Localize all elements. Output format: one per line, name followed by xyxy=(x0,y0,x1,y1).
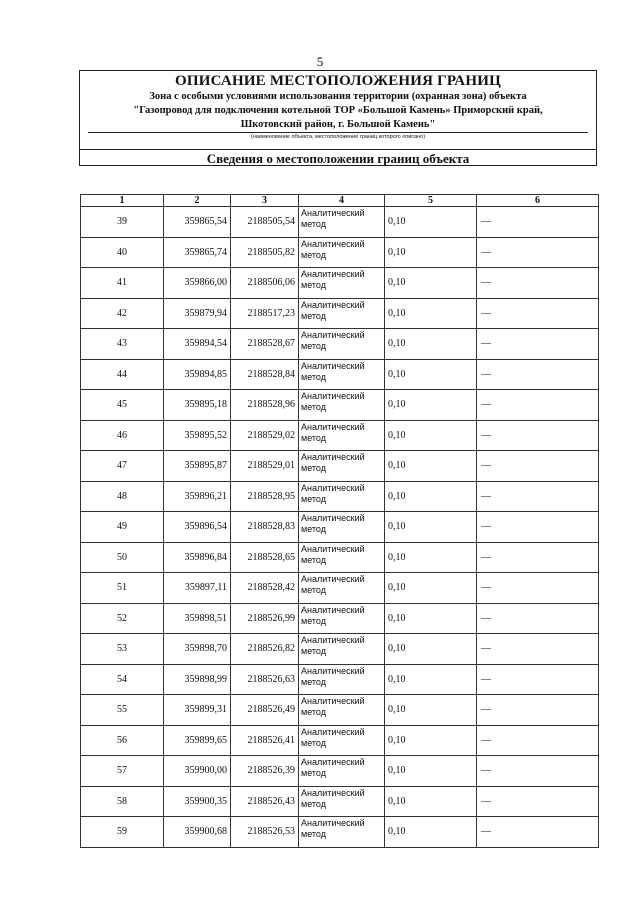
x-coordinate-cell: 359899,31 xyxy=(164,695,231,726)
accuracy-cell: 0,10 xyxy=(385,756,477,787)
description-cell xyxy=(477,451,599,482)
description-cell xyxy=(477,481,599,512)
point-number-cell: 55 xyxy=(81,695,164,726)
x-coordinate-cell: 359898,51 xyxy=(164,603,231,634)
x-coordinate-cell: 359894,54 xyxy=(164,329,231,360)
description-cell xyxy=(477,756,599,787)
method-cell: Аналитический метод xyxy=(299,756,385,787)
y-coordinate-cell: 2188526,99 xyxy=(231,603,299,634)
description-cell xyxy=(477,603,599,634)
x-coordinate-cell: 359900,68 xyxy=(164,817,231,848)
object-description-line-2: "Газопровод для подключения котельной ТОР «Большой Камень» Приморский край, xyxy=(133,105,543,116)
description-cell xyxy=(477,359,599,390)
method-cell: Аналитический метод xyxy=(299,512,385,543)
column-header-4: 4 xyxy=(299,195,385,207)
method-cell: Аналитический метод xyxy=(299,237,385,268)
table-row xyxy=(81,420,599,451)
table-row xyxy=(81,268,599,299)
point-number-cell: 51 xyxy=(81,573,164,604)
method-cell: Аналитический метод xyxy=(299,359,385,390)
method-cell: Аналитический метод xyxy=(299,664,385,695)
dash-mark: — xyxy=(481,246,491,258)
x-coordinate-cell: 359866,00 xyxy=(164,268,231,299)
y-coordinate-cell: 2188505,82 xyxy=(231,237,299,268)
accuracy-cell: 0,10 xyxy=(385,451,477,482)
dash-mark: — xyxy=(481,704,491,716)
method-cell: Аналитический метод xyxy=(299,695,385,726)
method-cell: Аналитический метод xyxy=(299,634,385,665)
y-coordinate-cell: 2188526,49 xyxy=(231,695,299,726)
description-cell xyxy=(477,542,599,573)
point-number-cell: 50 xyxy=(81,542,164,573)
accuracy-cell: 0,10 xyxy=(385,268,477,299)
y-coordinate-cell: 2188528,42 xyxy=(231,573,299,604)
accuracy-cell: 0,10 xyxy=(385,603,477,634)
y-coordinate-cell: 2188526,82 xyxy=(231,634,299,665)
dash-mark: — xyxy=(481,826,491,838)
method-cell: Аналитический метод xyxy=(299,451,385,482)
x-coordinate-cell: 359898,70 xyxy=(164,634,231,665)
point-number-cell: 43 xyxy=(81,329,164,360)
accuracy-cell: 0,10 xyxy=(385,695,477,726)
method-cell: Аналитический метод xyxy=(299,420,385,451)
point-number-cell: 39 xyxy=(81,207,164,238)
table-row xyxy=(81,725,599,756)
accuracy-cell: 0,10 xyxy=(385,359,477,390)
dash-mark: — xyxy=(481,216,491,228)
y-coordinate-cell: 2188526,53 xyxy=(231,817,299,848)
table-row xyxy=(81,817,599,848)
document-header xyxy=(79,70,597,166)
table-row xyxy=(81,573,599,604)
x-coordinate-cell: 359896,21 xyxy=(164,481,231,512)
accuracy-cell: 0,10 xyxy=(385,634,477,665)
accuracy-cell: 0,10 xyxy=(385,390,477,421)
method-cell: Аналитический метод xyxy=(299,390,385,421)
y-coordinate-cell: 2188528,65 xyxy=(231,542,299,573)
y-coordinate-cell: 2188526,41 xyxy=(231,725,299,756)
x-coordinate-cell: 359896,84 xyxy=(164,542,231,573)
y-coordinate-cell: 2188528,83 xyxy=(231,512,299,543)
y-coordinate-cell: 2188529,02 xyxy=(231,420,299,451)
dash-mark: — xyxy=(481,734,491,746)
x-coordinate-cell: 359895,87 xyxy=(164,451,231,482)
accuracy-cell: 0,10 xyxy=(385,725,477,756)
y-coordinate-cell: 2188505,54 xyxy=(231,207,299,238)
x-coordinate-cell: 359895,18 xyxy=(164,390,231,421)
description-cell xyxy=(477,390,599,421)
dash-mark: — xyxy=(481,643,491,655)
y-coordinate-cell: 2188528,95 xyxy=(231,481,299,512)
dash-mark: — xyxy=(481,338,491,350)
y-coordinate-cell: 2188526,43 xyxy=(231,786,299,817)
x-coordinate-cell: 359900,35 xyxy=(164,786,231,817)
description-cell xyxy=(477,329,599,360)
description-cell xyxy=(477,298,599,329)
column-header-5: 5 xyxy=(385,195,477,207)
object-name-underline xyxy=(88,118,588,133)
accuracy-cell: 0,10 xyxy=(385,207,477,238)
point-number-cell: 56 xyxy=(81,725,164,756)
accuracy-cell: 0,10 xyxy=(385,542,477,573)
method-cell: Аналитический метод xyxy=(299,603,385,634)
method-cell: Аналитический метод xyxy=(299,481,385,512)
point-number-cell: 53 xyxy=(81,634,164,665)
object-description-line-3: Шкотовский район, г. Большой Камень" xyxy=(240,119,436,130)
document-title: ОПИСАНИЕ МЕСТОПОЛОЖЕНИЯ ГРАНИЦ xyxy=(175,73,501,89)
y-coordinate-cell: 2188528,96 xyxy=(231,390,299,421)
table-row xyxy=(81,512,599,543)
point-number-cell: 40 xyxy=(81,237,164,268)
description-cell xyxy=(477,420,599,451)
point-number-cell: 48 xyxy=(81,481,164,512)
table-row xyxy=(81,664,599,695)
x-coordinate-cell: 359894,85 xyxy=(164,359,231,390)
point-number-cell: 42 xyxy=(81,298,164,329)
point-number-cell: 44 xyxy=(81,359,164,390)
dash-mark: — xyxy=(481,368,491,380)
y-coordinate-cell: 2188517,23 xyxy=(231,298,299,329)
table-row xyxy=(81,390,599,421)
description-cell xyxy=(477,573,599,604)
method-cell: Аналитический метод xyxy=(299,786,385,817)
description-cell xyxy=(477,786,599,817)
x-coordinate-cell: 359900,00 xyxy=(164,756,231,787)
column-header-1: 1 xyxy=(81,195,164,207)
accuracy-cell: 0,10 xyxy=(385,664,477,695)
table-row xyxy=(81,603,599,634)
dash-mark: — xyxy=(481,551,491,563)
dash-mark: — xyxy=(481,673,491,685)
description-cell xyxy=(477,725,599,756)
table-row xyxy=(81,207,599,238)
coordinates-table xyxy=(80,194,599,848)
table-row xyxy=(81,237,599,268)
method-cell: Аналитический метод xyxy=(299,207,385,238)
table-row xyxy=(81,359,599,390)
y-coordinate-cell: 2188526,63 xyxy=(231,664,299,695)
x-coordinate-cell: 359865,54 xyxy=(164,207,231,238)
table-body xyxy=(81,207,599,848)
point-number-cell: 59 xyxy=(81,817,164,848)
dash-mark: — xyxy=(481,490,491,502)
accuracy-cell: 0,10 xyxy=(385,420,477,451)
accuracy-cell: 0,10 xyxy=(385,573,477,604)
method-cell: Аналитический метод xyxy=(299,817,385,848)
page-number: 5 xyxy=(316,54,324,69)
point-number-cell: 49 xyxy=(81,512,164,543)
description-cell xyxy=(477,237,599,268)
description-cell xyxy=(477,817,599,848)
method-cell: Аналитический метод xyxy=(299,298,385,329)
x-coordinate-cell: 359898,99 xyxy=(164,664,231,695)
accuracy-cell: 0,10 xyxy=(385,329,477,360)
object-name-note: (наименование объекта, местоположение границ которого описано) xyxy=(250,134,426,140)
object-description-line-1: Зона с особыми условиями использования территории (охранная зона) объекта xyxy=(149,91,527,102)
x-coordinate-cell: 359897,11 xyxy=(164,573,231,604)
point-number-cell: 58 xyxy=(81,786,164,817)
point-number-cell: 41 xyxy=(81,268,164,299)
method-cell: Аналитический метод xyxy=(299,573,385,604)
description-cell xyxy=(477,512,599,543)
method-cell: Аналитический метод xyxy=(299,329,385,360)
table-row xyxy=(81,634,599,665)
dash-mark: — xyxy=(481,582,491,594)
description-cell xyxy=(477,207,599,238)
point-number-cell: 45 xyxy=(81,390,164,421)
y-coordinate-cell: 2188528,67 xyxy=(231,329,299,360)
table-row xyxy=(81,481,599,512)
point-number-cell: 52 xyxy=(81,603,164,634)
x-coordinate-cell: 359865,74 xyxy=(164,237,231,268)
x-coordinate-cell: 359895,52 xyxy=(164,420,231,451)
accuracy-cell: 0,10 xyxy=(385,817,477,848)
point-number-cell: 57 xyxy=(81,756,164,787)
column-header-2: 2 xyxy=(164,195,231,207)
accuracy-cell: 0,10 xyxy=(385,237,477,268)
description-cell xyxy=(477,268,599,299)
point-number-cell: 46 xyxy=(81,420,164,451)
accuracy-cell: 0,10 xyxy=(385,481,477,512)
x-coordinate-cell: 359879,94 xyxy=(164,298,231,329)
table-row xyxy=(81,756,599,787)
dash-mark: — xyxy=(481,795,491,807)
point-number-cell: 47 xyxy=(81,451,164,482)
dash-mark: — xyxy=(481,460,491,472)
table-row xyxy=(81,329,599,360)
column-header-6: 6 xyxy=(477,195,599,207)
dash-mark: — xyxy=(481,307,491,319)
accuracy-cell: 0,10 xyxy=(385,298,477,329)
accuracy-cell: 0,10 xyxy=(385,786,477,817)
table-row xyxy=(81,695,599,726)
y-coordinate-cell: 2188526,39 xyxy=(231,756,299,787)
method-cell: Аналитический метод xyxy=(299,725,385,756)
description-cell xyxy=(477,664,599,695)
dash-mark: — xyxy=(481,521,491,533)
dash-mark: — xyxy=(481,429,491,441)
x-coordinate-cell: 359896,54 xyxy=(164,512,231,543)
accuracy-cell: 0,10 xyxy=(385,512,477,543)
y-coordinate-cell: 2188506,06 xyxy=(231,268,299,299)
description-cell xyxy=(477,695,599,726)
description-cell xyxy=(477,634,599,665)
table-row xyxy=(81,451,599,482)
x-coordinate-cell: 359899,65 xyxy=(164,725,231,756)
y-coordinate-cell: 2188529,01 xyxy=(231,451,299,482)
column-header-3: 3 xyxy=(231,195,299,207)
dash-mark: — xyxy=(481,277,491,289)
dash-mark: — xyxy=(481,399,491,411)
table-row xyxy=(81,542,599,573)
dash-mark: — xyxy=(481,765,491,777)
header-divider xyxy=(80,149,596,150)
dash-mark: — xyxy=(481,612,491,624)
table-row xyxy=(81,298,599,329)
y-coordinate-cell: 2188528,84 xyxy=(231,359,299,390)
section-subtitle: Сведения о местоположении границ объекта xyxy=(206,151,470,166)
table-header-row xyxy=(81,195,599,207)
method-cell: Аналитический метод xyxy=(299,542,385,573)
point-number-cell: 54 xyxy=(81,664,164,695)
table-row xyxy=(81,786,599,817)
method-cell: Аналитический метод xyxy=(299,268,385,299)
